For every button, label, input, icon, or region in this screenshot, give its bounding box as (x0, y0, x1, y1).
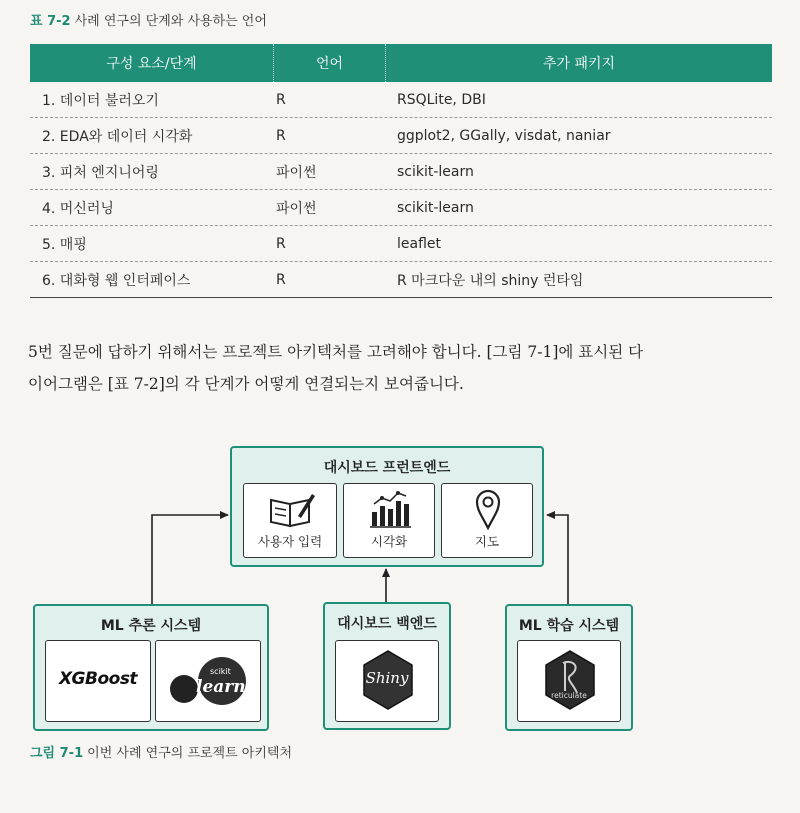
paragraph-line: 이어그램은 [표 7-2]의 각 단계가 어떻게 연결되는지 보여줍니다. (28, 375, 464, 393)
cell-stage: 2. EDA와 데이터 시각화 (42, 128, 193, 145)
shiny-logo-text: Shiny (365, 669, 409, 687)
cell-language: R (276, 271, 286, 288)
xgboost-card (45, 640, 151, 722)
cell-packages: scikit-learn (397, 199, 474, 216)
map-card (441, 483, 533, 558)
map-pin-icon (474, 488, 502, 530)
cell-stage: 3. 피처 엔지니어링 (42, 164, 159, 181)
arrow-training-to-frontend (547, 515, 568, 604)
header-packages: 추가 패키지 (385, 44, 772, 82)
cell-stage: 5. 매핑 (42, 236, 87, 253)
scikit-learn-card (155, 640, 261, 722)
header-component: 구성 요소/단계 (106, 56, 197, 72)
cell-stage: 6. 대화형 웹 인터페이스 (42, 272, 191, 289)
visualization-card (343, 483, 435, 558)
user-input-label: 사용자 입력 (257, 534, 323, 549)
backend-title: 대시보드 백엔드 (337, 616, 437, 632)
figure-caption-text: 이번 사례 연구의 프로젝트 아키텍처 (87, 746, 293, 761)
reticulate-hex-logo (543, 649, 597, 711)
visualization-label: 시각화 (370, 534, 408, 549)
paragraph-line: 5번 질문에 답하기 위해서는 프로젝트 아키텍처를 고려해야 합니다. [그림 7-1]에 표시된 다 (28, 343, 644, 361)
cell-packages: RSQLite, DBI (397, 91, 486, 108)
figure-caption (30, 742, 292, 761)
cell-stage: 1. 데이터 불러오기 (42, 92, 159, 109)
scikit-small-text: scikit (210, 667, 231, 676)
cell-language: R (276, 235, 286, 252)
book-pen-icon (268, 490, 316, 528)
frontend-box (230, 446, 544, 567)
ml-inference-title: ML 추론 시스템 (100, 618, 202, 634)
ml-inference-box (33, 604, 269, 731)
reticulate-card (517, 640, 621, 722)
cell-packages: scikit-learn (397, 163, 474, 180)
learn-text: learn (196, 677, 246, 697)
reticulate-logo-text: reticulate (551, 691, 587, 700)
figure-caption-number: 그림 7-1 (30, 746, 84, 761)
dashboard-backend-box (323, 602, 451, 730)
shiny-card (335, 640, 439, 722)
xgboost-logo: XGBoost (58, 669, 138, 689)
cell-language: R (276, 127, 286, 144)
arrow-inference-to-frontend (152, 515, 228, 604)
map-label: 지도 (474, 534, 500, 549)
cell-language: 파이썬 (276, 164, 317, 181)
cell-packages: leaflet (397, 235, 442, 252)
cell-language: 파이썬 (276, 200, 317, 217)
ml-training-title: ML 학습 시스템 (518, 618, 620, 634)
frontend-title: 대시보드 프런트엔드 (323, 460, 451, 476)
ml-training-box (505, 604, 633, 731)
bar-chart-icon (368, 490, 412, 528)
table-caption-number: 표 7-2 (30, 14, 71, 29)
cell-stage: 4. 머신러닝 (42, 200, 114, 217)
cell-language: R (276, 91, 286, 108)
cell-packages: R 마크다운 내의 shiny 런타임 (397, 272, 584, 289)
user-input-card (243, 483, 337, 558)
table-caption-text: 사례 연구의 단계와 사용하는 언어 (74, 14, 267, 29)
header-language: 언어 (273, 44, 385, 82)
cell-packages: ggplot2, GGally, visdat, naniar (397, 127, 611, 144)
